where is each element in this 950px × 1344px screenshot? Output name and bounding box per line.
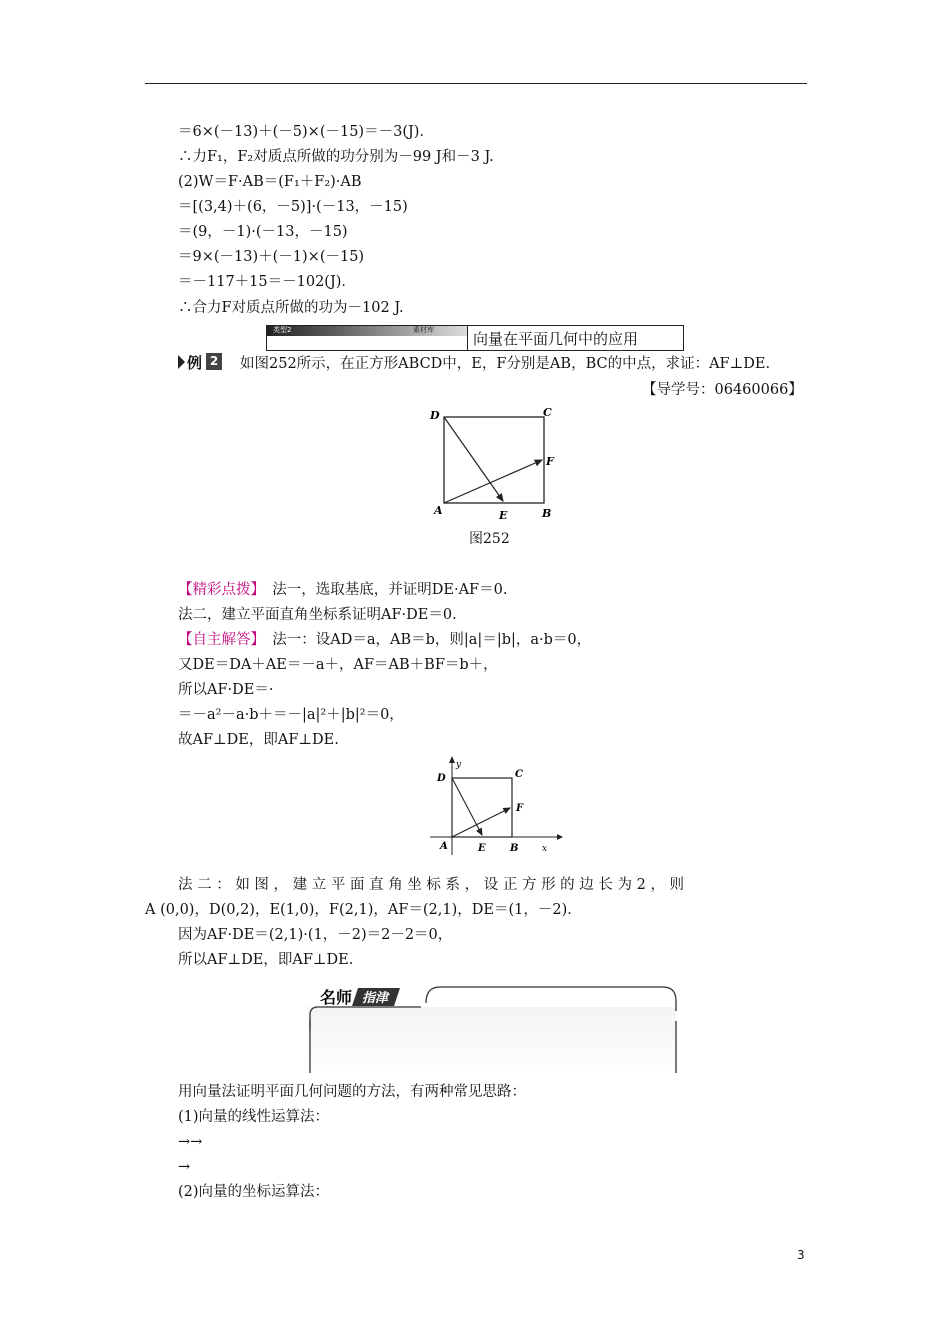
solution-line-4: 故AF⊥DE，即AF⊥DE. bbox=[178, 732, 339, 748]
calc-line-3: (2)W＝F·AB＝(F₁＋F₂)·AB bbox=[178, 174, 362, 190]
calc-line-7: ＝－117＋15＝－102(J)． bbox=[178, 274, 356, 290]
triangle-icon bbox=[178, 355, 185, 369]
self-line bbox=[178, 630, 591, 650]
label-f: F bbox=[546, 455, 554, 468]
coord-label-c: C bbox=[515, 769, 523, 780]
calc-line-1: ＝6×(－13)＋(－5)×(－15)＝－3(J)． bbox=[178, 124, 434, 140]
example-number: 2 bbox=[206, 353, 222, 370]
summary-line-2: (1)向量的线性运算法： bbox=[178, 1109, 330, 1125]
self-label: 【自主解答】 bbox=[178, 632, 258, 648]
label-a: A bbox=[434, 504, 443, 517]
calc-line-5: ＝(9，－1)·(－13，－15) bbox=[178, 224, 348, 240]
coord-square-outline bbox=[452, 778, 512, 837]
example-text: 如图252所示，在正方形ABCD中，E，F分别是AB，BC的中点，求证：AF⊥DE. bbox=[240, 356, 771, 372]
mingshi-bg bbox=[308, 1007, 676, 1075]
type-divider bbox=[467, 326, 468, 350]
solution-line-3: ＝－a²－a·b＋＝－|a|²＋|b|²＝0， bbox=[178, 707, 404, 723]
label-c: C bbox=[543, 406, 552, 419]
solution-line-1: 又DE＝DA＋AE＝－a＋，AF＝AB＋BF＝b＋， bbox=[178, 657, 498, 673]
summary-line-1: 用向量法证明平面几何问题的方法，有两种常见思路： bbox=[178, 1084, 526, 1100]
method2-line-2: A (0,0)，D(0,2)，E(1,0)，F(2,1)，AF＝(2,1)，DE＝(1，－2)． bbox=[145, 902, 582, 918]
calc-line-6: ＝9×(－13)＋(－1)×(－15) bbox=[178, 249, 365, 265]
coord-label-a: A bbox=[440, 841, 448, 852]
coord-label-e: E bbox=[478, 843, 486, 854]
square-outline bbox=[444, 417, 544, 503]
mingshi-title-b: 指津 bbox=[362, 991, 389, 1006]
page-number: 3 bbox=[797, 1248, 805, 1262]
tip-label: 【精彩点拨】 bbox=[178, 582, 258, 598]
y-axis-arrow-icon bbox=[449, 756, 455, 763]
type-title: 向量在平面几何中的应用 bbox=[473, 330, 639, 348]
coord-label-f: F bbox=[516, 803, 524, 814]
summary-line-3: →→ bbox=[178, 1134, 203, 1150]
label-b: B bbox=[542, 507, 552, 520]
method2-line-1: 法 二 ： 如 图 ， 建 立 平 面 直 角 坐 标 系 ， 设 正 方 形 的 边 长 为 2 ， 则 bbox=[178, 877, 685, 893]
type-heading-bar bbox=[266, 325, 684, 351]
coord-axis-y-label: y bbox=[456, 760, 462, 770]
method2-line-4: 所以AF⊥DE，即AF⊥DE. bbox=[178, 952, 354, 968]
mingshi-box bbox=[308, 985, 678, 1075]
vector-de bbox=[444, 417, 503, 501]
tip-text: 法一，选取基底，并证明DE·AF＝0. bbox=[272, 582, 508, 598]
figure-caption: 图252 bbox=[469, 531, 510, 547]
figure-square-abcd bbox=[425, 402, 565, 526]
coord-vector-de bbox=[452, 778, 482, 835]
type-tag-source: 素材库 bbox=[413, 326, 434, 334]
type-tag bbox=[267, 326, 467, 336]
method2-line-3: 因为AF·DE＝(2,1)·(1，－2)＝2－2＝0， bbox=[178, 927, 453, 943]
summary-line-5: (2)向量的坐标运算法： bbox=[178, 1184, 330, 1200]
tip-text-2: 法二，建立平面直角坐标系证明AF·DE＝0. bbox=[178, 607, 457, 623]
label-d: D bbox=[430, 409, 440, 422]
vector-af bbox=[444, 460, 542, 503]
header-rule bbox=[145, 83, 807, 84]
tip-line bbox=[178, 580, 507, 600]
example-label: 例 bbox=[187, 354, 203, 372]
figure-coordinate-square bbox=[425, 755, 565, 859]
example-badge bbox=[178, 352, 224, 372]
calc-line-4: ＝[(3,4)＋(6，－5)]·(－13，－15) bbox=[178, 199, 408, 215]
coord-label-b: B bbox=[510, 843, 519, 854]
summary-line-4: → bbox=[178, 1159, 191, 1175]
example-ref: 【导学号：06460066】 bbox=[642, 382, 803, 398]
self-text: 法一：设AD＝a，AB＝b，则|a|＝|b|，a·b＝0， bbox=[272, 632, 592, 648]
coord-axis-x-label: x bbox=[542, 844, 548, 854]
label-e: E bbox=[499, 509, 508, 522]
coord-label-d: D bbox=[437, 773, 446, 784]
type-tag-label: 类型2 bbox=[273, 326, 292, 334]
calc-line-2: ∴力F₁，F₂对质点所做的功分别为－99 J和－3 J. bbox=[178, 149, 494, 165]
calc-line-8: ∴合力F对质点所做的功为－102 J. bbox=[178, 300, 404, 316]
solution-line-2: 所以AF·DE＝· bbox=[178, 682, 274, 698]
x-axis-arrow-icon bbox=[557, 834, 563, 840]
mingshi-title-a: 名师 bbox=[320, 988, 353, 1007]
